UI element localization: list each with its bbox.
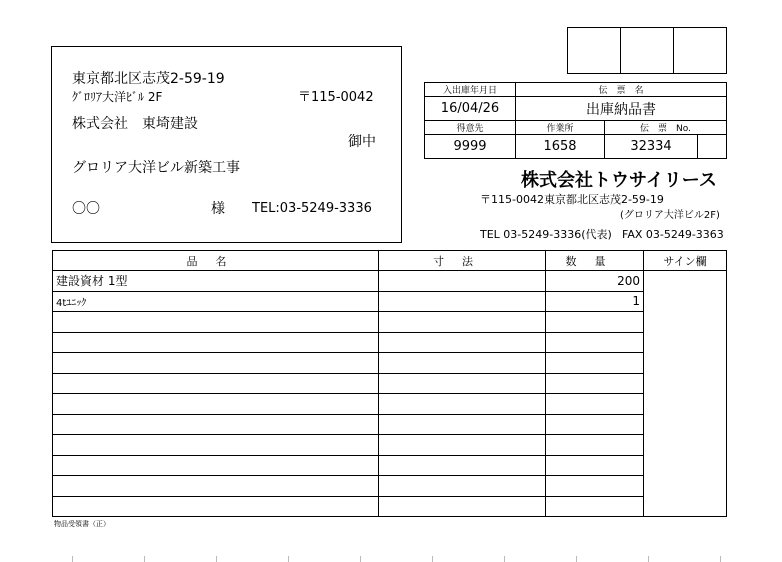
recipient-sama: 様 xyxy=(211,201,225,217)
page-tick xyxy=(720,556,721,562)
page-tick xyxy=(288,556,289,562)
meta-header-type: 伝 票 名 xyxy=(516,83,727,97)
item-quantity: 200 xyxy=(546,271,644,292)
meta-type: 出庫納品書 xyxy=(516,97,727,121)
table-row xyxy=(53,476,727,497)
item-quantity: 1 xyxy=(546,291,644,312)
page-tick xyxy=(144,556,145,562)
header-quantity: 数量 xyxy=(546,251,644,271)
table-row xyxy=(53,353,727,374)
recipient-company: 株式会社 東埼建設 xyxy=(72,116,198,132)
stamp-box-1 xyxy=(567,27,621,74)
table-row xyxy=(53,332,727,353)
page-tick xyxy=(576,556,577,562)
header-size: 寸法 xyxy=(379,251,546,271)
recipient-honorific: 御中 xyxy=(348,134,376,150)
footer-label: 物品受領書（正） xyxy=(54,520,110,528)
table-row xyxy=(53,435,727,456)
recipient-address-line1: 東京都北区志茂2-59-19 xyxy=(72,71,225,87)
item-size xyxy=(379,271,546,292)
meta-blank xyxy=(698,135,727,159)
item-size xyxy=(379,291,546,312)
header-signature: サイン欄 xyxy=(644,251,727,271)
table-row xyxy=(53,496,727,517)
header-item-name: 品名 xyxy=(53,251,379,271)
signature-area[interactable] xyxy=(644,271,727,517)
stamp-box-2 xyxy=(620,27,674,74)
page-tick xyxy=(504,556,505,562)
stamp-box-3 xyxy=(673,27,727,74)
table-row xyxy=(53,271,727,292)
page-tick xyxy=(216,556,217,562)
table-row xyxy=(53,291,727,312)
meta-header-site: 作業所 xyxy=(516,121,605,135)
meta-date: 16/04/26 xyxy=(425,97,516,121)
meta-header-customer: 得意先 xyxy=(425,121,516,135)
recipient-person: 〇〇 xyxy=(72,201,100,217)
meta-customer: 9999 xyxy=(425,135,516,159)
table-row xyxy=(53,394,727,415)
slip-meta-table xyxy=(424,82,727,159)
page-tick xyxy=(648,556,649,562)
meta-slip-no: 32334 xyxy=(605,135,698,159)
item-name: 建設資材 1型 xyxy=(53,271,379,292)
items-table xyxy=(52,250,727,517)
issuer-fax: FAX 03-5249-3363 xyxy=(622,228,724,241)
issuer-name: 株式会社トウサイリース xyxy=(521,170,717,191)
recipient-tel: TEL:03-5249-3336 xyxy=(252,201,372,216)
table-row xyxy=(53,373,727,394)
page-tick xyxy=(432,556,433,562)
meta-site-code: 1658 xyxy=(516,135,605,159)
meta-header-date: 入出庫年月日 xyxy=(425,83,516,97)
table-row xyxy=(53,455,727,476)
table-row xyxy=(53,312,727,333)
issuer-address2: (グロリア大洋ビル2F) xyxy=(620,210,720,221)
page-tick xyxy=(360,556,361,562)
meta-header-slip: 伝 票 No. xyxy=(605,121,727,135)
recipient-address-line2: ｸﾞﾛﾘｱ大洋ﾋﾞﾙ 2F xyxy=(72,90,163,104)
page-tick xyxy=(72,556,73,562)
issuer-address1: 〒115-0042東京都北区志茂2-59-19 xyxy=(480,193,664,206)
recipient-postal-code: 〒115-0042 xyxy=(298,90,374,105)
item-name: 4tﾕﾆｯｸ xyxy=(53,291,379,312)
table-row xyxy=(53,414,727,435)
recipient-address-box xyxy=(51,46,402,243)
issuer-tel: TEL 03-5249-3336(代表) xyxy=(480,228,612,241)
recipient-site-name: グロリア大洋ビル新築工事 xyxy=(72,160,240,176)
